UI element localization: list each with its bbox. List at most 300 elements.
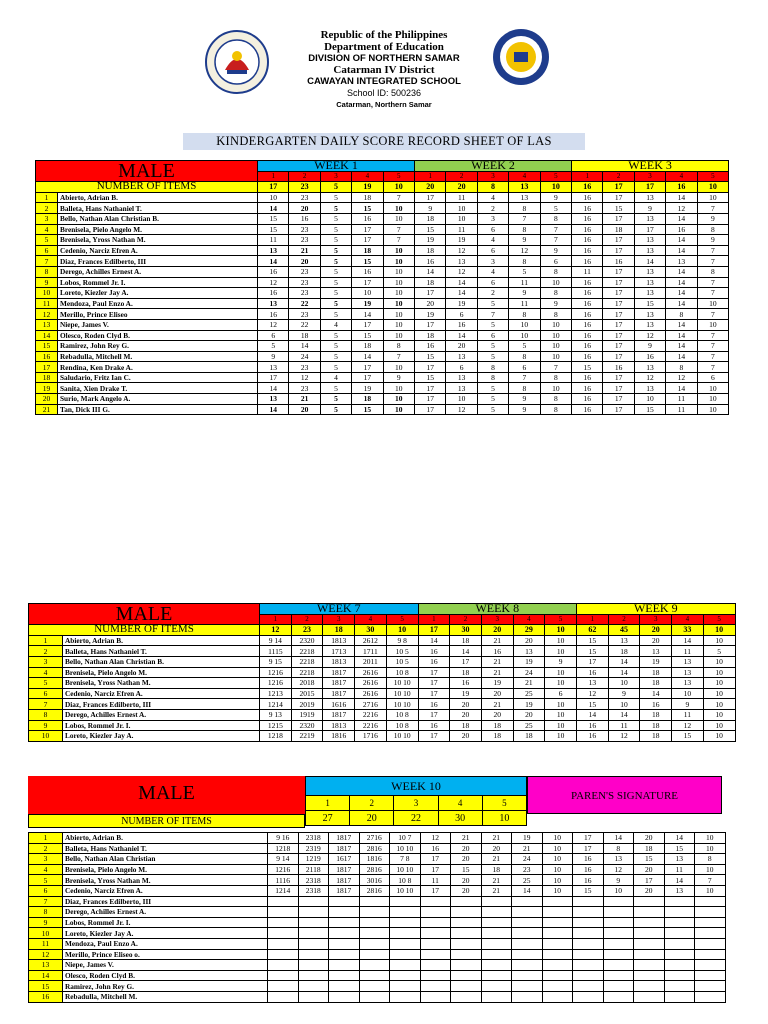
score-cell: 23 bbox=[289, 192, 320, 203]
score-cell bbox=[664, 991, 695, 1002]
score-cell: 9 bbox=[634, 203, 665, 214]
score-cell bbox=[664, 928, 695, 939]
score-cell: 18 bbox=[603, 224, 634, 235]
score-cell: 19 bbox=[512, 833, 543, 844]
score-cell: 13 bbox=[258, 362, 289, 373]
row-number: 5 bbox=[29, 678, 63, 689]
score-cell: 5 bbox=[320, 298, 351, 309]
score-cell: 5 bbox=[477, 394, 508, 405]
table-row bbox=[36, 266, 729, 277]
score-cell bbox=[481, 907, 512, 918]
score-cell: 1213 bbox=[260, 688, 292, 699]
item-count: 23 bbox=[291, 625, 323, 636]
score-cell: 8 bbox=[697, 224, 728, 235]
score-cell: 2816 bbox=[359, 864, 390, 875]
row-number: 6 bbox=[29, 688, 63, 699]
score-cell: 13 bbox=[640, 646, 672, 657]
table-row bbox=[36, 383, 729, 394]
score-cell: 1216 bbox=[260, 667, 292, 678]
score-cell: 9 bbox=[509, 288, 540, 299]
score-cell bbox=[573, 938, 604, 949]
score-cell bbox=[268, 938, 299, 949]
score-cell: 17 bbox=[603, 394, 634, 405]
score-cell: 1817 bbox=[323, 678, 355, 689]
score-cell bbox=[542, 981, 573, 992]
table-row bbox=[29, 709, 736, 720]
day-number: 4 bbox=[352, 171, 383, 182]
score-cell bbox=[603, 907, 634, 918]
score-cell: 12 bbox=[446, 404, 477, 415]
row-number: 9 bbox=[29, 917, 63, 928]
score-cell: 15 bbox=[415, 224, 446, 235]
score-cell bbox=[451, 928, 482, 939]
table-row bbox=[36, 288, 729, 299]
week-header: WEEK 3 bbox=[572, 161, 729, 172]
student-name: Abierto, Adrian B. bbox=[58, 192, 258, 203]
row-number: 11 bbox=[29, 938, 63, 949]
score-cell bbox=[390, 928, 421, 939]
score-cell: 15 bbox=[415, 351, 446, 362]
score-cell: 7 bbox=[697, 256, 728, 267]
score-cell: 11 bbox=[666, 404, 697, 415]
score-cell bbox=[573, 917, 604, 928]
score-cell bbox=[695, 907, 726, 918]
day-number: 1 bbox=[577, 614, 609, 625]
score-cell: 8 bbox=[540, 288, 571, 299]
score-cell: 16 bbox=[634, 351, 665, 362]
score-cell bbox=[634, 991, 665, 1002]
score-cell: 8 bbox=[509, 256, 540, 267]
score-cell: 17 bbox=[603, 192, 634, 203]
score-cell: 5 bbox=[320, 351, 351, 362]
row-number: 3 bbox=[29, 656, 63, 667]
score-cell: 12 bbox=[258, 277, 289, 288]
table-row bbox=[36, 309, 729, 320]
score-cell: 9 bbox=[258, 351, 289, 362]
score-cell: 12 bbox=[634, 330, 665, 341]
score-cell bbox=[329, 907, 360, 918]
score-cell: 2318 bbox=[298, 885, 329, 896]
score-cell: 4 bbox=[320, 372, 351, 383]
score-cell: 8 bbox=[603, 843, 634, 854]
score-cell bbox=[695, 949, 726, 960]
day-number: 5 bbox=[383, 171, 414, 182]
day-number: 3 bbox=[640, 614, 672, 625]
score-cell: 10 bbox=[446, 203, 477, 214]
score-cell bbox=[268, 928, 299, 939]
score-cell bbox=[298, 981, 329, 992]
score-cell: 1817 bbox=[329, 843, 360, 854]
score-cell bbox=[634, 970, 665, 981]
score-cell: 9 bbox=[608, 688, 640, 699]
score-cell: 10 bbox=[383, 266, 414, 277]
score-cell: 17 bbox=[450, 656, 482, 667]
score-cell: 16 bbox=[572, 192, 603, 203]
score-cell: 17 bbox=[418, 678, 450, 689]
student-name: Cedenio, Narciz Efren A. bbox=[58, 245, 258, 256]
row-number: 19 bbox=[36, 383, 58, 394]
day-number: 2 bbox=[350, 796, 394, 811]
score-cell: 16 bbox=[573, 875, 604, 886]
score-cell: 1817 bbox=[329, 864, 360, 875]
score-cell: 18 bbox=[415, 213, 446, 224]
score-cell bbox=[268, 896, 299, 907]
score-cell: 9 bbox=[540, 245, 571, 256]
score-cell: 23 bbox=[512, 864, 543, 875]
score-cell: 14 bbox=[446, 330, 477, 341]
score-cell bbox=[359, 960, 390, 971]
score-cell: 8 bbox=[509, 383, 540, 394]
score-cell: 14 bbox=[608, 667, 640, 678]
week-header: WEEK 8 bbox=[418, 604, 577, 615]
score-cell: 8 bbox=[695, 854, 726, 865]
score-cell: 20 bbox=[634, 864, 665, 875]
table-row bbox=[29, 864, 726, 875]
score-cell: 21 bbox=[512, 843, 543, 854]
item-count: 8 bbox=[477, 182, 508, 193]
student-name: Lobos, Rommel Jr. I. bbox=[63, 917, 268, 928]
score-cell: 2219 bbox=[291, 731, 323, 742]
score-cell: 14 bbox=[666, 277, 697, 288]
male-header: MALE bbox=[28, 776, 305, 814]
score-cell: 17 bbox=[603, 235, 634, 246]
score-cell: 15 bbox=[577, 646, 609, 657]
table-row bbox=[29, 699, 736, 710]
week-header: WEEK 9 bbox=[577, 604, 736, 615]
score-cell: 15 bbox=[634, 298, 665, 309]
score-cell: 10 bbox=[672, 688, 704, 699]
score-cell: 6 bbox=[477, 330, 508, 341]
score-cell: 13 bbox=[446, 372, 477, 383]
row-number: 12 bbox=[29, 949, 63, 960]
score-cell bbox=[359, 896, 390, 907]
score-cell bbox=[603, 896, 634, 907]
score-cell: 8 bbox=[509, 351, 540, 362]
score-cell: 13 bbox=[664, 885, 695, 896]
student-name: Rebadulla, Mitchell M. bbox=[63, 991, 268, 1002]
item-count: 20 bbox=[415, 182, 446, 193]
score-cell: 17 bbox=[603, 309, 634, 320]
table-row bbox=[29, 991, 726, 1002]
score-cell bbox=[664, 896, 695, 907]
score-cell: 21 bbox=[289, 394, 320, 405]
score-cell bbox=[451, 896, 482, 907]
score-cell: 10 bbox=[352, 288, 383, 299]
score-cell: 1813 bbox=[323, 656, 355, 667]
score-cell: 21 bbox=[513, 678, 545, 689]
score-cell: 8 bbox=[540, 213, 571, 224]
score-cell bbox=[359, 928, 390, 939]
score-cell: 5 bbox=[320, 256, 351, 267]
score-cell bbox=[573, 949, 604, 960]
score-cell: 19 bbox=[352, 383, 383, 394]
score-cell: 2318 bbox=[298, 833, 329, 844]
score-cell: 10 bbox=[446, 213, 477, 224]
score-cell bbox=[634, 949, 665, 960]
score-cell bbox=[481, 970, 512, 981]
student-name: Lobos, Rommel Jr. I. bbox=[58, 277, 258, 288]
score-cell bbox=[634, 981, 665, 992]
score-cell: 14 bbox=[666, 298, 697, 309]
score-cell bbox=[268, 991, 299, 1002]
score-cell bbox=[390, 981, 421, 992]
score-cell bbox=[542, 896, 573, 907]
score-cell: 21 bbox=[481, 656, 513, 667]
score-cell: 9 14 bbox=[268, 854, 299, 865]
score-cell: 7 bbox=[697, 341, 728, 352]
score-cell: 20 bbox=[481, 843, 512, 854]
score-cell bbox=[603, 917, 634, 928]
header-line-5: CAWAYAN INTEGRATED SCHOOL bbox=[307, 76, 461, 87]
score-cell bbox=[451, 907, 482, 918]
day-number: 2 bbox=[450, 614, 482, 625]
score-cell: 13 bbox=[634, 213, 665, 224]
score-cell: 19 bbox=[415, 235, 446, 246]
score-cell: 13 bbox=[603, 854, 634, 865]
item-count: 29 bbox=[513, 625, 545, 636]
student-name: Diaz, Frances Edilberto, III bbox=[58, 256, 258, 267]
male-header: MALE bbox=[36, 161, 258, 182]
score-cell: 19 bbox=[450, 688, 482, 699]
score-cell: 23 bbox=[289, 288, 320, 299]
score-cell: 10 bbox=[383, 213, 414, 224]
score-cell bbox=[512, 960, 543, 971]
table-row bbox=[29, 938, 726, 949]
score-cell: 5 bbox=[320, 192, 351, 203]
score-cell: 10 bbox=[545, 667, 577, 678]
day-number: 3 bbox=[634, 171, 665, 182]
score-cell: 21 bbox=[481, 885, 512, 896]
score-cell: 20 bbox=[451, 843, 482, 854]
score-cell: 15 bbox=[634, 854, 665, 865]
score-cell: 15 bbox=[577, 699, 609, 710]
score-cell: 2011 bbox=[355, 656, 387, 667]
score-cell: 13 bbox=[672, 656, 704, 667]
day-number: 3 bbox=[481, 614, 513, 625]
score-cell: 10 bbox=[697, 394, 728, 405]
score-cell: 1817 bbox=[323, 688, 355, 699]
score-cell: 11 bbox=[420, 875, 451, 886]
score-cell bbox=[512, 949, 543, 960]
score-cell: 17 bbox=[415, 192, 446, 203]
item-count: 62 bbox=[577, 625, 609, 636]
score-cell: 13 bbox=[634, 288, 665, 299]
score-cell bbox=[634, 896, 665, 907]
score-cell: 16 bbox=[289, 213, 320, 224]
score-cell: 3 bbox=[477, 213, 508, 224]
score-cell bbox=[359, 949, 390, 960]
score-cell: 10 bbox=[703, 656, 735, 667]
score-cell: 17 bbox=[415, 319, 446, 330]
score-cell: 14 bbox=[577, 709, 609, 720]
score-cell: 16 bbox=[572, 203, 603, 214]
item-count: 27 bbox=[306, 811, 350, 826]
score-cell: 8 bbox=[383, 341, 414, 352]
header-line-7: Catarman, Northern Samar bbox=[336, 100, 432, 109]
score-cell: 17 bbox=[352, 362, 383, 373]
score-cell bbox=[451, 981, 482, 992]
score-cell: 17 bbox=[415, 288, 446, 299]
score-cell bbox=[390, 991, 421, 1002]
table-row bbox=[29, 981, 726, 992]
score-cell bbox=[390, 907, 421, 918]
score-cell: 20 bbox=[640, 635, 672, 646]
score-cell: 14 bbox=[634, 256, 665, 267]
score-cell: 7 bbox=[697, 309, 728, 320]
score-cell: 20 bbox=[450, 699, 482, 710]
score-cell: 16 bbox=[572, 245, 603, 256]
score-cell bbox=[359, 917, 390, 928]
score-cell: 2616 bbox=[355, 678, 387, 689]
score-cell: 17 bbox=[603, 404, 634, 415]
score-cell: 10 bbox=[634, 394, 665, 405]
score-cell: 25 bbox=[513, 720, 545, 731]
score-cell: 16 bbox=[418, 699, 450, 710]
table-row bbox=[36, 362, 729, 373]
score-cell: 24 bbox=[289, 351, 320, 362]
score-cell: 15 bbox=[577, 635, 609, 646]
score-cell bbox=[481, 981, 512, 992]
day-number: 4 bbox=[355, 614, 387, 625]
score-cell: 13 bbox=[258, 298, 289, 309]
score-cell: 9 bbox=[634, 341, 665, 352]
score-cell bbox=[573, 928, 604, 939]
score-cell: 10 bbox=[258, 192, 289, 203]
score-cell: 18 bbox=[608, 646, 640, 657]
score-cell bbox=[359, 970, 390, 981]
score-cell bbox=[542, 938, 573, 949]
table-row bbox=[29, 907, 726, 918]
score-cell: 16 bbox=[572, 351, 603, 362]
score-cell: 11 bbox=[664, 864, 695, 875]
score-cell: 13 bbox=[634, 319, 665, 330]
score-cell: 8 bbox=[477, 372, 508, 383]
score-cell: 2319 bbox=[298, 843, 329, 854]
score-cell: 14 bbox=[352, 309, 383, 320]
student-name: Niepe, James V. bbox=[58, 319, 258, 330]
score-cell: 10 7 bbox=[390, 833, 421, 844]
score-cell: 7 bbox=[509, 372, 540, 383]
table-row bbox=[29, 928, 726, 939]
score-cell: 10 5 bbox=[386, 656, 418, 667]
score-cell: 20 bbox=[451, 854, 482, 865]
score-cell: 5 bbox=[320, 383, 351, 394]
score-cell bbox=[390, 960, 421, 971]
score-cell: 20 bbox=[513, 709, 545, 720]
score-cell: 16 bbox=[573, 854, 604, 865]
score-cell: 18 bbox=[640, 731, 672, 742]
score-cell: 15 bbox=[572, 362, 603, 373]
row-number: 6 bbox=[29, 885, 63, 896]
item-count: 10 bbox=[482, 811, 526, 826]
score-cell: 16 bbox=[572, 383, 603, 394]
table-row bbox=[36, 298, 729, 309]
table-row bbox=[29, 656, 736, 667]
score-cell bbox=[451, 938, 482, 949]
score-cell: 23 bbox=[289, 266, 320, 277]
score-cell: 10 bbox=[383, 245, 414, 256]
score-cell: 2612 bbox=[355, 635, 387, 646]
score-cell: 10 bbox=[697, 383, 728, 394]
score-cell: 10 bbox=[697, 192, 728, 203]
score-cell: 13 bbox=[513, 646, 545, 657]
table-row bbox=[29, 731, 736, 742]
score-cell: 17 bbox=[420, 854, 451, 865]
score-cell: 21 bbox=[481, 667, 513, 678]
score-cell bbox=[451, 960, 482, 971]
score-cell: 18 bbox=[640, 720, 672, 731]
score-cell: 10 8 bbox=[386, 667, 418, 678]
score-cell: 20 bbox=[451, 875, 482, 886]
score-cell: 5 bbox=[540, 203, 571, 214]
score-cell: 17 bbox=[603, 372, 634, 383]
score-cell: 17 bbox=[352, 319, 383, 330]
score-cell: 13 bbox=[446, 383, 477, 394]
row-number: 8 bbox=[36, 266, 58, 277]
item-count: 20 bbox=[640, 625, 672, 636]
score-cell bbox=[390, 970, 421, 981]
score-cell: 14 bbox=[415, 266, 446, 277]
score-cell: 18 bbox=[513, 731, 545, 742]
score-cell: 5 bbox=[320, 245, 351, 256]
score-cell: 1919 bbox=[291, 709, 323, 720]
score-cell bbox=[573, 896, 604, 907]
item-count: 10 bbox=[545, 625, 577, 636]
score-cell: 16 bbox=[577, 720, 609, 731]
score-cell: 10 10 bbox=[390, 885, 421, 896]
row-number: 15 bbox=[29, 981, 63, 992]
score-cell: 8 bbox=[540, 309, 571, 320]
score-cell bbox=[329, 949, 360, 960]
score-cell: 9 bbox=[697, 213, 728, 224]
score-cell: 1214 bbox=[268, 885, 299, 896]
score-cell: 17 bbox=[603, 330, 634, 341]
row-number: 5 bbox=[29, 875, 63, 886]
week-header: WEEK 7 bbox=[260, 604, 419, 615]
score-cell: 18 bbox=[415, 330, 446, 341]
score-cell bbox=[329, 917, 360, 928]
table-row bbox=[29, 885, 726, 896]
day-number: 5 bbox=[697, 171, 728, 182]
score-cell: 17 bbox=[418, 709, 450, 720]
day-number: 1 bbox=[418, 614, 450, 625]
score-cell: 1813 bbox=[323, 720, 355, 731]
score-cell bbox=[420, 970, 451, 981]
score-cell: 10 bbox=[608, 699, 640, 710]
row-number: 4 bbox=[29, 864, 63, 875]
score-cell: 10 bbox=[703, 678, 735, 689]
header-line-6: School ID: 500236 bbox=[346, 87, 422, 98]
score-cell: 7 bbox=[540, 235, 571, 246]
score-cell: 17 bbox=[418, 731, 450, 742]
score-cell: 17 bbox=[420, 864, 451, 875]
score-cell bbox=[573, 907, 604, 918]
score-cell: 10 bbox=[545, 731, 577, 742]
day-number: 4 bbox=[438, 796, 482, 811]
score-cell: 7 bbox=[697, 362, 728, 373]
score-cell: 10 10 bbox=[386, 699, 418, 710]
table-row bbox=[29, 970, 726, 981]
score-cell bbox=[512, 991, 543, 1002]
score-cell: 9 bbox=[383, 372, 414, 383]
score-cell: 12 bbox=[666, 372, 697, 383]
score-cell: 8 bbox=[697, 266, 728, 277]
score-cell: 14 bbox=[666, 351, 697, 362]
score-cell: 4 bbox=[477, 235, 508, 246]
item-count: 18 bbox=[323, 625, 355, 636]
score-cell: 14 bbox=[666, 192, 697, 203]
score-cell: 10 bbox=[540, 341, 571, 352]
